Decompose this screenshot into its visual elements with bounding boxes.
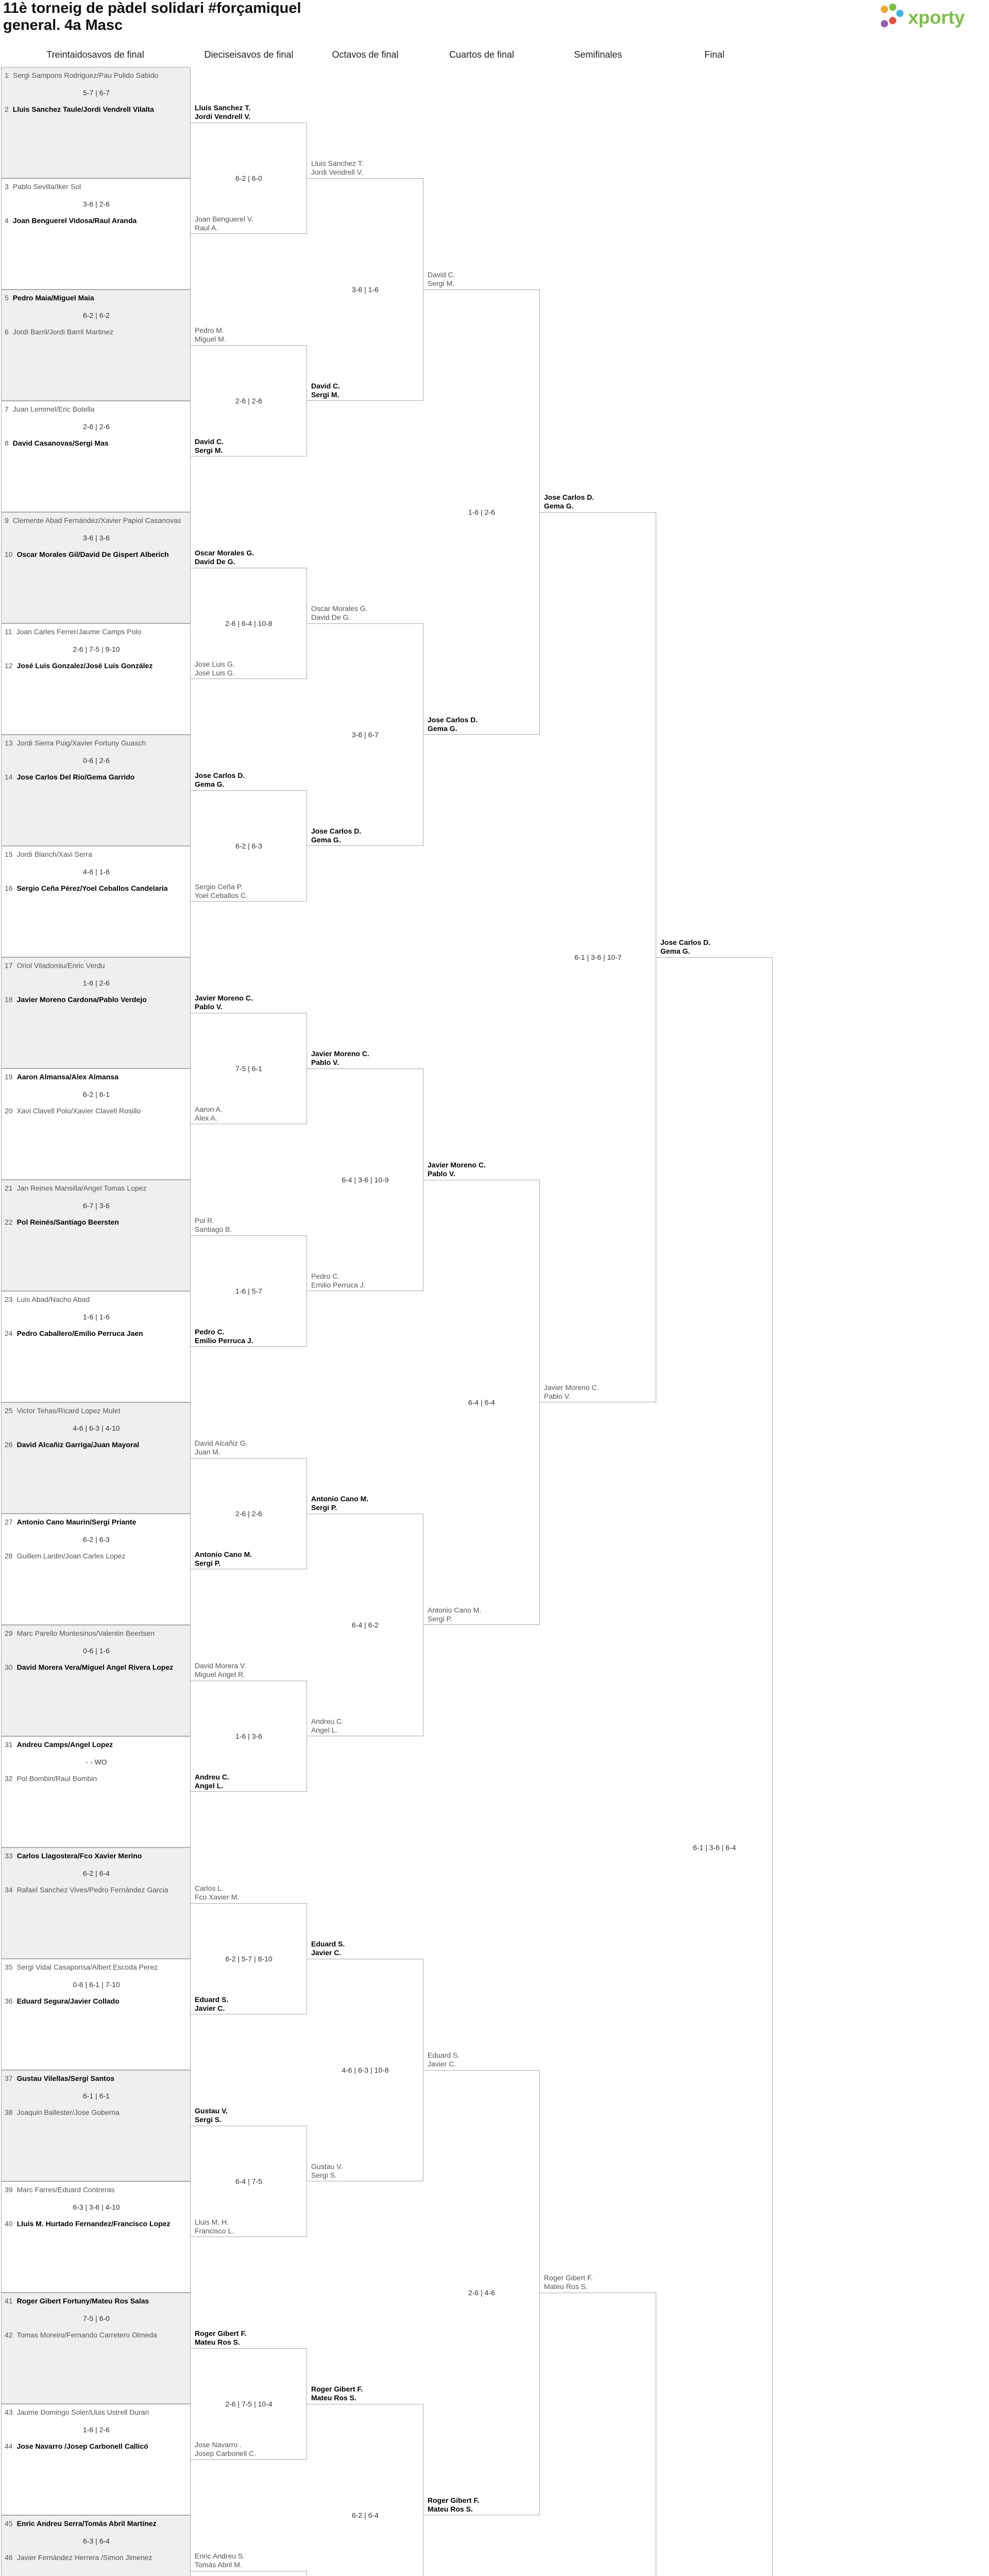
team-name: Oscar Morales Gil/David De Gispert Alberich — [16, 550, 169, 558]
team-name: Sergi Sampons Rodriguez/Pau Pulido Sabido — [12, 71, 159, 79]
team-line — [5, 739, 190, 747]
match-score: 1-6 | 1-6 — [83, 1313, 110, 1321]
team-line — [5, 2519, 190, 2528]
team-name: Lluis M. H. Francisco L. — [195, 2218, 234, 2235]
team-line — [5, 1329, 190, 1337]
match-r1[interactable] — [1, 2293, 191, 2404]
match-score: 1-6 | 3-6 — [235, 1732, 262, 1740]
seed-number: 20 — [5, 1107, 13, 1115]
logo-dot-purple — [881, 20, 888, 27]
team-name: Aaron Almansa/Alex Almansa — [16, 1073, 118, 1081]
team-line — [5, 1852, 190, 1860]
round-header-r1: Treintaidosavos de final — [46, 49, 144, 60]
team-name: Juan Lemmel/Eric Botella — [12, 405, 95, 413]
team-name: Eduard S. Javier C. — [311, 1940, 345, 1957]
match-score: 2-6 | 6-4 | 10-8 — [225, 619, 272, 628]
match-score: 6-2 | 6-3 — [235, 842, 262, 850]
team-name: Jose Carlos D. Gema G. — [311, 827, 362, 844]
seed-number: 28 — [5, 1552, 13, 1560]
seed-number: 38 — [5, 2108, 13, 2116]
team-name: Eduard S. Javier C. — [428, 2051, 460, 2068]
team-name: Antonio Cano M. Sergi P. — [428, 1606, 482, 1623]
team-name: Pablo Sevilla/Iker Sol — [12, 182, 81, 191]
seed-number: 45 — [5, 2519, 13, 2528]
seed-number: 13 — [5, 739, 13, 747]
seed-number: 30 — [5, 1663, 13, 1671]
seed-number: 34 — [5, 1886, 13, 1894]
match-score: 6-1 | 3-6 | 6-4 — [693, 1843, 736, 1852]
match-score: 6-4 | 6-2 — [352, 1621, 379, 1629]
team-name: Jose Navarro . Josep Carbonell C. — [195, 2441, 257, 2458]
match-score: 6-4 | 7-5 — [235, 2177, 262, 2185]
team-name: David Alcañiz G. Juan M. — [195, 1439, 248, 1456]
match-score: 4-6 | 1-6 — [83, 868, 110, 876]
team-name: Pol R. Santiago B. — [195, 1216, 232, 1233]
match-score: 5-7 | 6-7 — [83, 89, 110, 97]
team-name: Jordi Barril/Jordi Barril Martinez — [12, 328, 114, 336]
team-name: Carlos Llagostera/Fco Xavier Merino — [16, 1852, 142, 1860]
match-r1[interactable] — [1, 512, 191, 623]
team-name: Jose Carlos D. Gema G. — [428, 716, 478, 733]
team-name: Sergio Ceña Pérez/Yoel Ceballos Candelaria — [16, 884, 168, 892]
team-name: Lluis Sanchez T. Jordi Vendrell V. — [311, 159, 364, 176]
seed-number: 35 — [5, 1963, 13, 1971]
match-score: 1-6 | 2-6 — [83, 979, 110, 987]
team-name: Oriol Viladomiu/Enric Verdu — [16, 961, 105, 970]
match-r2[interactable] — [191, 2571, 307, 2576]
match-r1[interactable] — [1, 2404, 191, 2515]
seed-number: 21 — [5, 1184, 13, 1192]
seed-number: 31 — [5, 1740, 13, 1749]
team-name: Xavi Clavell Polo/Xavier Clavell Rosillo — [16, 1107, 141, 1115]
team-name: David Casanovas/Sergi Mas — [12, 439, 109, 447]
seed-number: 2 — [5, 105, 9, 113]
team-line — [5, 2331, 190, 2339]
team-line — [5, 884, 190, 892]
seed-number: 44 — [5, 2442, 13, 2450]
match-r1[interactable] — [1, 1959, 191, 2070]
team-line — [5, 1963, 190, 1971]
match-r1[interactable] — [1, 957, 191, 1069]
team-line — [5, 1997, 190, 2005]
round-header-r5: Semifinales — [574, 49, 622, 60]
team-name: Roger Gibert F. Mateu Ros S. — [544, 2274, 593, 2291]
team-line — [5, 439, 190, 447]
team-line — [5, 995, 190, 1004]
team-name: Enric Andreu S. Tomás Abril M. — [195, 2552, 245, 2569]
team-line — [5, 773, 190, 781]
team-name: Javier Moreno Cardona/Pablo Verdejo — [16, 995, 147, 1004]
match-score: 6-7 | 3-6 — [83, 1201, 110, 1210]
match-r5[interactable] — [540, 2293, 656, 2576]
seed-number: 14 — [5, 773, 13, 781]
team-name: Roger Gibert F. Mateu Ros S. — [311, 2385, 363, 2402]
xporty-logo-icon — [873, 2, 987, 33]
seed-number: 25 — [5, 1406, 13, 1415]
match-r1[interactable] — [1, 178, 191, 290]
team-name: Antonio Cano M. Sergi P. — [195, 1550, 252, 1567]
match-r1[interactable] — [1, 67, 191, 178]
team-name: Pol Bombin/Raul Bombin — [16, 1774, 97, 1783]
team-line — [5, 850, 190, 858]
page-subtitle: general. 4a Masc — [3, 17, 123, 33]
match-score: 1-6 | 2-6 — [83, 2426, 110, 2434]
match-r1[interactable] — [1, 1625, 191, 1736]
page-title: 11è torneig de pàdel solidari #forçamiquel — [3, 0, 301, 16]
match-score: 6-2 | 5-7 | 8-10 — [225, 1955, 272, 1963]
team-name: Joan Carles Ferrer/Jaume Camps Polo — [16, 628, 142, 636]
seed-number: 11 — [5, 628, 12, 636]
seed-number: 15 — [5, 850, 13, 858]
team-name: Pedro Caballero/Emilio Perruca Jaen — [16, 1329, 143, 1337]
team-name: Jose Carlos D. Gema G. — [660, 938, 711, 955]
match-r1[interactable] — [1, 1291, 191, 1402]
team-name: Oscar Morales G. David De G. — [311, 604, 368, 621]
team-name: Roger Gibert F. Mateu Ros S. — [195, 2329, 247, 2346]
match-r1[interactable] — [1, 1180, 191, 1291]
match-score: 2-6 | 4-6 — [468, 2289, 495, 2297]
team-name: Gustau V. Sergi S. — [311, 2162, 343, 2179]
team-line — [5, 105, 190, 113]
match-score: 3-6 | 6-7 — [352, 731, 379, 739]
match-score: 2-6 | 7-5 | 9-10 — [73, 645, 120, 653]
team-name: Lluis Sanchez T. Jordi Vendrell V. — [195, 104, 251, 121]
team-line — [5, 1886, 190, 1894]
match-score: 4-6 | 6-3 | 10-8 — [342, 2066, 389, 2074]
team-name: Jordi Blanch/Xavi Serra — [16, 850, 92, 858]
team-name: Javier Fernández Herrera /Simon Jimenez — [16, 2553, 152, 2562]
team-line — [5, 182, 190, 191]
team-line — [5, 2219, 190, 2228]
logo-dot-red — [889, 17, 896, 24]
seed-number: 1 — [5, 71, 9, 79]
seed-number: 33 — [5, 1852, 13, 1860]
match-r1[interactable] — [1, 846, 191, 957]
team-name: Roger Gibert Fortuny/Mateu Ros Salas — [16, 2297, 149, 2305]
team-name: Javier Moreno C. Pablo V. — [428, 1161, 486, 1178]
match-r1[interactable] — [1, 1848, 191, 1959]
team-line — [5, 328, 190, 336]
match-score: 0-6 | 2-6 — [83, 756, 110, 765]
team-name: Jose Luis G. José Luis G. — [195, 660, 235, 677]
seed-number: 4 — [5, 216, 9, 225]
match-score: 3-6 | 1-6 — [352, 285, 379, 294]
team-name: Sergi Vidal Casaponsa/Albert Escoda Perez — [16, 1963, 158, 1971]
team-name: Gustau V. Sergi S. — [195, 2107, 228, 2124]
team-name: Joaquin Ballester/Jose Goberna — [16, 2108, 120, 2116]
match-score: 6-2 | 6-4 — [83, 1869, 110, 1877]
match-score: 6-2 | 6-2 — [83, 311, 110, 319]
seed-number: 41 — [5, 2297, 13, 2305]
seed-number: 39 — [5, 2185, 13, 2194]
match-r1[interactable] — [1, 735, 191, 846]
match-score: - - WO — [86, 1758, 107, 1766]
team-name: David C. Sergi M. — [428, 270, 455, 287]
match-r1[interactable] — [1, 2070, 191, 2181]
seed-number: 40 — [5, 2219, 13, 2228]
team-line — [5, 2408, 190, 2416]
match-score: 6-2 | 6-1 — [83, 1090, 110, 1098]
team-name: Victor Tehas/Ricard Lopez Mulet — [16, 1406, 121, 1415]
team-line — [5, 550, 190, 558]
seed-number: 37 — [5, 2074, 13, 2082]
match-score: 6-3 | 3-6 | 4-10 — [73, 2203, 120, 2211]
seed-number: 12 — [5, 662, 13, 670]
team-name: Andreu C. Angel L. — [195, 1773, 229, 1790]
team-name: Jan Reines Mansilla/Angel Tomas Lopez — [16, 1184, 147, 1192]
team-name: Jordi Sierra Puig/Xavier Fortuny Guasch — [16, 739, 146, 747]
seed-number: 6 — [5, 328, 9, 336]
match-score: 6-2 | 6-0 — [235, 174, 262, 182]
match-r1[interactable] — [1, 290, 191, 401]
seed-number: 29 — [5, 1629, 13, 1637]
team-name: Pedro Maia/Miguel Maia — [12, 294, 94, 302]
match-score: 6-3 | 6-4 — [83, 2537, 110, 2545]
team-name: Pedro C. Emilio Perruca J. — [311, 1272, 366, 1289]
round-header-r6: Final — [704, 49, 725, 60]
match-r1[interactable] — [1, 2181, 191, 2293]
match-score: 0-6 | 6-1 | 7-10 — [73, 1980, 120, 1989]
round-header-r3: Octavos de final — [332, 49, 399, 60]
team-name: Marc Farres/Eduard Contreras — [16, 2185, 115, 2194]
seed-number: 42 — [5, 2331, 13, 2339]
team-name: Oscar Morales G. David De G. — [195, 549, 254, 566]
team-name: Jose Navarro /Josep Carbonell Callicó — [16, 2442, 148, 2450]
team-name: Roger Gibert F. Mateu Ros S. — [428, 2496, 480, 2513]
team-name: Joan Benguerel V. Raul A. — [195, 215, 253, 232]
match-r1[interactable] — [1, 2515, 191, 2576]
team-name: Pol Reinés/Santiago Beersten — [16, 1218, 119, 1226]
match-r1[interactable] — [1, 1402, 191, 1514]
team-name: Eduard S. Javier C. — [195, 1995, 229, 2012]
match-r3[interactable] — [307, 2404, 423, 2576]
team-line — [5, 2074, 190, 2082]
match-score: 2-6 | 2-6 — [235, 1510, 262, 1518]
match-score: 3-6 | 2-6 — [83, 200, 110, 208]
team-name: Jose Carlos Del Rio/Gema Garrido — [16, 773, 135, 781]
team-line — [5, 1406, 190, 1415]
match-score: 6-1 | 3-6 | 10-7 — [574, 953, 622, 961]
team-line — [5, 71, 190, 79]
team-name: José Luis Gonzalez/José Luis González — [16, 662, 153, 670]
team-name: Lluis M. Hurtado Fernandez/Francisco Lopez — [16, 2219, 170, 2228]
team-name: Luis Abad/Nacho Abad — [16, 1295, 90, 1303]
match-r1[interactable] — [1, 1069, 191, 1180]
team-name: Javier Moreno C. Pablo V. — [544, 1383, 599, 1400]
team-line — [5, 662, 190, 670]
match-r1[interactable] — [1, 1736, 191, 1848]
seed-number: 9 — [5, 516, 9, 524]
team-line — [5, 1518, 190, 1526]
team-line — [5, 628, 190, 636]
team-line — [5, 294, 190, 302]
match-r1[interactable] — [1, 401, 191, 512]
team-name: Rafael Sanchez Vives/Pedro Fernández Garcia — [16, 1886, 168, 1894]
match-r1[interactable] — [1, 1514, 191, 1625]
team-line — [5, 516, 190, 524]
team-name: Sergio Ceña P. Yoel Ceballos C. — [195, 883, 248, 900]
team-line — [5, 1740, 190, 1749]
match-score: 2-6 | 2-6 — [235, 397, 262, 405]
team-line — [5, 405, 190, 413]
team-line — [5, 2185, 190, 2194]
match-score: 7-5 | 6-0 — [83, 2314, 110, 2323]
team-name: Gustau Vilellas/Sergi Santos — [16, 2074, 115, 2082]
seed-number: 16 — [5, 884, 13, 892]
team-name: Lluis Sanchez Taule/Jordi Vendrell Vilalta — [12, 105, 154, 113]
match-score: 6-2 | 6-4 — [352, 2511, 379, 2519]
team-name: Enric Andreu Serra/Tomás Abril Martínez — [16, 2519, 157, 2528]
seed-number: 10 — [5, 550, 13, 558]
seed-number: 36 — [5, 1997, 13, 2005]
team-name: Carlos L. Fco Xavier M. — [195, 1884, 240, 1901]
match-score: 6-4 | 6-4 — [468, 1398, 495, 1406]
team-line — [5, 1295, 190, 1303]
team-name: Pedro C. Emilio Perruca J. — [195, 1328, 253, 1345]
match-score: 6-4 | 3-6 | 10-9 — [342, 1176, 389, 1184]
team-name: Clemente Abad Fernández/Xavier Papiol Casanovas — [12, 516, 181, 524]
team-name: Jose Carlos D. Gema G. — [195, 771, 245, 788]
team-name: David Morera Vera/Miguel Angel Rivera Lopez — [16, 1663, 174, 1671]
match-score: 2-6 | 7-5 | 10-4 — [225, 2400, 272, 2408]
seed-number: 7 — [5, 405, 9, 413]
match-score: 3-6 | 3-6 — [83, 534, 110, 542]
seed-number: 19 — [5, 1073, 13, 1081]
round-header-r4: Cuartos de final — [449, 49, 515, 60]
team-line — [5, 1184, 190, 1192]
team-name: David Alcañiz Garriga/Juan Mayoral — [16, 1440, 140, 1449]
match-score: 0-6 | 1-6 — [83, 1647, 110, 1655]
match-r6[interactable] — [656, 957, 773, 2576]
team-line — [5, 1218, 190, 1226]
team-name: Andreu Camps/Angel Lopez — [16, 1740, 113, 1749]
seed-number: 46 — [5, 2553, 13, 2562]
team-line — [5, 2297, 190, 2305]
team-name: Javier Moreno C. Pablo V. — [311, 1049, 369, 1066]
seed-number: 3 — [5, 182, 9, 191]
logo-dot-orange — [881, 6, 888, 13]
team-name: Pedro M. Miguel M. — [195, 326, 226, 343]
match-r1[interactable] — [1, 623, 191, 735]
xporty-logo[interactable] — [873, 2, 987, 33]
team-line — [5, 1629, 190, 1637]
seed-number: 26 — [5, 1440, 13, 1449]
team-line — [5, 2553, 190, 2562]
team-name: Antonio Cano Maurin/Sergi Priante — [16, 1518, 137, 1526]
team-name: David C. Sergi M. — [311, 382, 340, 399]
seed-number: 22 — [5, 1218, 13, 1226]
team-line — [5, 1774, 190, 1783]
match-score: 6-2 | 6-3 — [83, 1535, 110, 1544]
team-name: Jaume Domingo Soler/Lluis Ustrell Duran — [16, 2408, 149, 2416]
team-name: Eduard Segura/Javier Collado — [16, 1997, 120, 2005]
team-line — [5, 1073, 190, 1081]
team-name: Antonio Cano M. Sergi P. — [311, 1495, 369, 1512]
seed-number: 18 — [5, 995, 13, 1004]
team-name: Tomas Moreiro/Fernando Carretero Olmeda — [16, 2331, 157, 2339]
seed-number: 32 — [5, 1774, 13, 1783]
seed-number: 5 — [5, 294, 9, 302]
team-line — [5, 2442, 190, 2450]
team-line — [5, 1663, 190, 1671]
team-name: Aaron A. Alex A. — [195, 1105, 223, 1122]
logo-dot-blue — [896, 10, 903, 17]
match-score: 1-6 | 2-6 — [468, 508, 495, 516]
seed-number: 43 — [5, 2408, 13, 2416]
team-name: Joan Benguerel Vidosa/Raul Aranda — [12, 216, 137, 225]
match-score: 2-6 | 2-6 — [83, 422, 110, 431]
match-score: 6-1 | 6-1 — [83, 2092, 110, 2100]
team-line — [5, 1107, 190, 1115]
team-name: Marc Parello Montesinos/Valentin Beertsen — [16, 1629, 155, 1637]
team-line — [5, 1440, 190, 1449]
team-name: Javier Moreno C. Pablo V. — [195, 994, 253, 1011]
team-line — [5, 216, 190, 225]
team-name: Guillem Lardin/Joan Carles Lopez — [16, 1552, 126, 1560]
team-line — [5, 2108, 190, 2116]
team-name: David Morera V. Miguel Angel R. — [195, 1662, 246, 1679]
team-name: Jose Carlos D. Gema G. — [544, 493, 594, 510]
round-header-r2: Dieciseisavos de final — [204, 49, 294, 60]
team-name: Andreu C. Angel L. — [311, 1717, 344, 1734]
match-score: 7-5 | 6-1 — [235, 1064, 262, 1073]
team-name: David C. Sergi M. — [195, 437, 224, 454]
seed-number: 8 — [5, 439, 9, 447]
match-score: 4-6 | 6-3 | 4-10 — [73, 1424, 120, 1432]
match-score: 1-6 | 5-7 — [235, 1287, 262, 1295]
logo-text: xporty — [908, 7, 965, 28]
logo-dot-green — [889, 4, 896, 11]
seed-number: 17 — [5, 961, 13, 970]
seed-number: 23 — [5, 1295, 13, 1303]
seed-number: 27 — [5, 1518, 13, 1526]
team-line — [5, 961, 190, 970]
seed-number: 24 — [5, 1329, 13, 1337]
team-line — [5, 1552, 190, 1560]
